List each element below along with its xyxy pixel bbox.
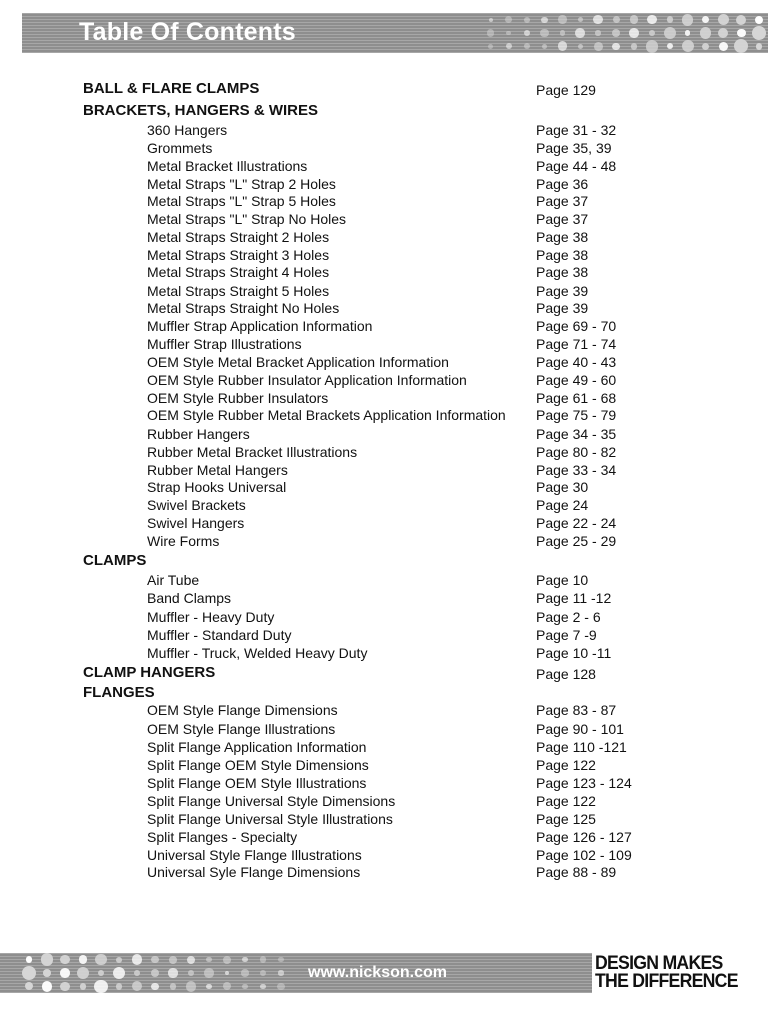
toc-page-ref: Page 36: [536, 176, 589, 192]
toc-page-ref: Page 90 - 101: [536, 721, 624, 737]
toc-page-ref: Page 37: [536, 193, 589, 209]
toc-entry[interactable]: [0, 300, 768, 318]
halftone-dot: [25, 982, 33, 990]
halftone-dot: [540, 29, 548, 37]
toc-page-ref: Page 110 -121: [536, 739, 627, 755]
halftone-dot: [188, 970, 194, 976]
toc-entry-label: Wire Forms: [147, 533, 220, 549]
halftone-dot: [60, 968, 70, 978]
halftone-dot: [151, 983, 158, 990]
toc-entry-label: Air Tube: [147, 572, 200, 588]
toc-category[interactable]: [0, 552, 768, 570]
toc-entry-label: Rubber Metal Hangers: [147, 462, 288, 478]
toc-entry-label: 360 Hangers: [147, 122, 228, 138]
halftone-dot: [524, 43, 530, 49]
toc-page-ref: Page 126 - 127: [536, 829, 632, 845]
halftone-dot: [558, 15, 566, 23]
halftone-dot: [277, 983, 284, 990]
halftone-dot: [260, 956, 267, 963]
halftone-dot: [541, 17, 547, 23]
halftone-dot: [260, 984, 266, 990]
toc-page-ref: Page 7 -9: [536, 627, 597, 643]
toc-entry-label: Universal Syle Flange Dimensions: [147, 864, 361, 880]
halftone-dot: [524, 17, 530, 23]
toc-entry-label: Muffler - Standard Duty: [147, 627, 292, 643]
halftone-dot: [631, 43, 638, 50]
toc-category[interactable]: [0, 102, 768, 120]
toc-entry[interactable]: [0, 264, 768, 282]
halftone-dot: [752, 26, 766, 40]
toc-entry-label: Split Flange OEM Style Illustrations: [147, 775, 367, 791]
toc-entry-label: Rubber Metal Bracket Illustrations: [147, 444, 358, 460]
toc-entry[interactable]: [0, 211, 768, 229]
toc-entry-label: Grommets: [147, 140, 213, 156]
toc-page-ref: Page 40 - 43: [536, 354, 617, 370]
halftone-dot: [664, 27, 676, 39]
footer-banner: [0, 953, 592, 993]
halftone-dot: [132, 981, 142, 991]
toc-entry[interactable]: [0, 515, 768, 533]
halftone-dot: [734, 39, 748, 53]
toc-page-ref: Page 129: [536, 82, 596, 98]
halftone-dot: [718, 28, 728, 38]
halftone-dot: [116, 983, 122, 989]
toc-entry[interactable]: [0, 229, 768, 247]
toc-page-ref: Page 128: [536, 666, 596, 682]
toc-entry[interactable]: [0, 372, 768, 390]
halftone-dot: [113, 967, 125, 979]
toc-entry-label: Metal Straps "L" Strap 5 Holes: [147, 193, 336, 209]
halftone-dot: [116, 957, 122, 963]
halftone-dot: [682, 14, 694, 26]
toc-page-ref: Page 123 - 124: [536, 775, 632, 791]
halftone-dot: [489, 18, 493, 22]
halftone-dot: [682, 40, 694, 52]
halftone-dot: [260, 970, 266, 976]
toc-entry-label: OEM Style Rubber Insulators: [147, 390, 329, 406]
toc-page-ref: Page 11 -12: [536, 590, 612, 606]
halftone-dot: [79, 955, 88, 964]
halftone-dot: [613, 16, 620, 23]
halftone-dot: [170, 983, 176, 989]
halftone-dot: [94, 980, 107, 993]
toc-entry-label: Metal Bracket Illustrations: [147, 158, 308, 174]
toc-page-ref: Page 122: [536, 757, 596, 773]
toc-entry[interactable]: [0, 176, 768, 194]
toc-entry[interactable]: [0, 158, 768, 176]
toc-page-ref: Page 102 - 109: [536, 847, 632, 863]
toc-page-ref: Page 37: [536, 211, 589, 227]
toc-entry-label: Split Flange Universal Style Illustrations: [147, 811, 393, 827]
toc-entry[interactable]: [0, 609, 768, 627]
toc-page-ref: Page 122: [536, 793, 596, 809]
halftone-dot: [646, 40, 658, 52]
toc-entry[interactable]: [0, 283, 768, 301]
toc-entry-label: Split Flange Universal Style Dimensions: [147, 793, 396, 809]
toc-entry-label: Metal Straps "L" Strap 2 Holes: [147, 176, 336, 192]
halftone-dot: [206, 957, 211, 962]
toc-entry[interactable]: [0, 336, 768, 354]
halftone-dot: [719, 42, 728, 51]
toc-entry[interactable]: [0, 721, 768, 739]
toc-entry[interactable]: [0, 829, 768, 847]
toc-entry-label: OEM Style Rubber Insulator Application Information: [147, 372, 467, 388]
halftone-dot: [225, 971, 230, 976]
halftone-dot: [242, 984, 247, 989]
toc-entry-label: Metal Straps Straight No Holes: [147, 300, 340, 316]
halftone-dot: [612, 29, 621, 38]
footer-dot-pattern: [20, 953, 290, 993]
toc-entry[interactable]: [0, 479, 768, 497]
toc-entry-label: OEM Style Rubber Metal Brackets Application Information: [147, 407, 506, 423]
halftone-dot: [630, 15, 638, 23]
halftone-dot: [629, 28, 639, 38]
toc-page-ref: Page 61 - 68: [536, 390, 617, 406]
page-title: Table Of Contents: [79, 18, 296, 46]
toc-entry[interactable]: [0, 627, 768, 645]
toc-page-ref: Page 25 - 29: [536, 533, 617, 549]
toc-page-ref: Page 38: [536, 229, 589, 245]
toc-entry[interactable]: [0, 390, 768, 408]
toc-page-ref: Page 31 - 32: [536, 122, 617, 138]
halftone-dot: [667, 16, 673, 22]
halftone-dot: [242, 957, 247, 962]
toc-entry-label: OEM Style Metal Bracket Application Information: [147, 354, 449, 370]
toc-page-ref: Page 80 - 82: [536, 444, 617, 460]
halftone-dot: [60, 955, 70, 965]
halftone-dot: [506, 31, 511, 36]
toc-entry[interactable]: [0, 122, 768, 140]
toc-entry-label: Strap Hooks Universal: [147, 479, 287, 495]
toc-entry-label: Metal Straps Straight 3 Holes: [147, 247, 330, 263]
halftone-dot: [756, 43, 763, 50]
halftone-dot: [132, 954, 143, 965]
halftone-dot: [223, 982, 231, 990]
toc-entry-label: Muffler Strap Illustrations: [147, 336, 302, 352]
halftone-dot: [685, 30, 691, 36]
halftone-dot: [206, 984, 211, 989]
halftone-dot: [593, 15, 603, 25]
toc-entry[interactable]: [0, 811, 768, 829]
toc-page-ref: Page 125: [536, 811, 596, 827]
halftone-dot: [594, 42, 603, 51]
toc-entry[interactable]: [0, 847, 768, 865]
toc-entry[interactable]: [0, 444, 768, 462]
toc-page-ref: Page 44 - 48: [536, 158, 617, 174]
halftone-dot: [169, 956, 177, 964]
halftone-dot: [204, 968, 213, 977]
toc-page-ref: Page 10 -11: [536, 645, 612, 661]
toc-entry[interactable]: [0, 247, 768, 265]
toc-entry[interactable]: [0, 407, 768, 425]
toc-page-ref: Page 2 - 6: [536, 609, 601, 625]
toc-page-ref: Page 22 - 24: [536, 515, 617, 531]
toc-category[interactable]: [0, 664, 768, 682]
toc-page-ref: Page 30: [536, 479, 589, 495]
halftone-dot: [736, 15, 746, 25]
toc-entry-label: Muffler - Heavy Duty: [147, 609, 275, 625]
toc-entry[interactable]: [0, 739, 768, 757]
toc-entry-label: Muffler Strap Application Information: [147, 318, 373, 334]
halftone-dot: [702, 43, 710, 51]
toc-page-ref: Page 71 - 74: [536, 336, 617, 352]
halftone-dot: [241, 969, 248, 976]
toc-category[interactable]: [0, 684, 768, 702]
halftone-dot: [151, 969, 160, 978]
toc-page-ref: Page 39: [536, 300, 589, 316]
toc-entry-label: Rubber Hangers: [147, 426, 250, 442]
toc-page-ref: Page 69 - 70: [536, 318, 617, 334]
halftone-dot: [702, 16, 710, 24]
toc-entry[interactable]: [0, 193, 768, 211]
toc-entry-label: OEM Style Flange Dimensions: [147, 702, 338, 718]
halftone-dot: [77, 967, 90, 980]
toc-entry-label: Metal Straps Straight 5 Holes: [147, 283, 330, 299]
halftone-dot: [60, 982, 70, 992]
halftone-dot: [506, 43, 512, 49]
tagline-line-2: THE DIFFERENCE: [595, 971, 738, 992]
halftone-dot: [187, 956, 195, 964]
toc-entry[interactable]: [0, 426, 768, 444]
toc-page-ref: Page 38: [536, 247, 589, 263]
toc-page-ref: Page 83 - 87: [536, 702, 617, 718]
toc-page-ref: Page 39: [536, 283, 589, 299]
halftone-dot: [278, 957, 284, 963]
toc-entry[interactable]: [0, 793, 768, 811]
toc-entry-label: Metal Straps Straight 4 Holes: [147, 264, 330, 280]
toc-category-label: BRACKETS, HANGERS & WIRES: [83, 102, 319, 119]
halftone-dot: [43, 969, 50, 976]
halftone-dot: [505, 16, 512, 23]
toc-entry[interactable]: [0, 757, 768, 775]
toc-page-ref: Page 34 - 35: [536, 426, 617, 442]
toc-entry[interactable]: [0, 572, 768, 590]
halftone-dot: [755, 16, 763, 24]
halftone-dot: [151, 956, 158, 963]
toc-category-label: FLANGES: [83, 684, 155, 701]
halftone-dot: [649, 30, 656, 37]
toc-page-ref: Page 35, 39: [536, 140, 612, 156]
toc-category-label: CLAMP HANGERS: [83, 664, 216, 681]
halftone-dot: [22, 966, 36, 980]
header-banner: [22, 13, 768, 53]
halftone-dot: [26, 956, 32, 962]
halftone-dot: [595, 30, 600, 35]
toc-entry[interactable]: [0, 702, 768, 720]
halftone-dot: [42, 981, 53, 992]
halftone-dot: [718, 14, 729, 25]
halftone-dot: [95, 954, 106, 965]
toc-entry[interactable]: [0, 533, 768, 551]
halftone-dot: [558, 41, 568, 51]
toc-entry[interactable]: [0, 497, 768, 515]
halftone-dot: [278, 970, 283, 975]
toc-page-ref: Page 24: [536, 497, 589, 513]
halftone-dot: [98, 970, 104, 976]
toc-category-label: BALL & FLARE CLAMPS: [83, 80, 260, 97]
toc-entry[interactable]: [0, 590, 768, 608]
halftone-dot: [647, 15, 657, 25]
toc-entry[interactable]: [0, 318, 768, 336]
toc-entry-label: Universal Style Flange Illustrations: [147, 847, 362, 863]
toc-entry-label: OEM Style Flange Illustrations: [147, 721, 336, 737]
toc-entry-label: Metal Straps "L" Strap No Holes: [147, 211, 347, 227]
halftone-dot: [488, 44, 493, 49]
halftone-dot: [524, 30, 530, 36]
toc-page-ref: Page 33 - 34: [536, 462, 617, 478]
toc-entry-label: Muffler - Truck, Welded Heavy Duty: [147, 645, 368, 661]
toc-category-label: CLAMPS: [83, 552, 147, 569]
halftone-dot: [542, 44, 547, 49]
toc-page-ref: Page 10: [536, 572, 589, 588]
tagline-line-1: DESIGN MAKES: [595, 953, 723, 974]
toc-entry-label: Swivel Hangers: [147, 515, 245, 531]
halftone-dot: [700, 27, 712, 39]
halftone-dot: [41, 953, 54, 966]
header-dot-pattern: [482, 13, 768, 53]
toc-entry-label: Band Clamps: [147, 590, 232, 606]
toc-page-ref: Page 75 - 79: [536, 407, 617, 423]
toc-entry[interactable]: [0, 775, 768, 793]
tagline-logo: [595, 955, 753, 991]
halftone-dot: [578, 17, 583, 22]
toc-entry-label: Metal Straps Straight 2 Holes: [147, 229, 330, 245]
toc-entry[interactable]: [0, 140, 768, 158]
toc-entry[interactable]: [0, 354, 768, 372]
toc-page-ref: Page 88 - 89: [536, 864, 617, 880]
halftone-dot: [612, 43, 619, 50]
halftone-dot: [134, 970, 140, 976]
halftone-dot: [575, 28, 585, 38]
toc-entry-label: Split Flange Application Information: [147, 739, 367, 755]
toc-entry-label: Swivel Brackets: [147, 497, 246, 513]
toc-entry-label: Split Flanges - Specialty: [147, 829, 298, 845]
toc-page-ref: Page 38: [536, 264, 589, 280]
toc-page-ref: Page 49 - 60: [536, 372, 617, 388]
toc-category[interactable]: [0, 80, 768, 98]
toc-entry[interactable]: [0, 462, 768, 480]
toc-entry[interactable]: [0, 645, 768, 663]
halftone-dot: [578, 44, 584, 50]
halftone-dot: [667, 43, 673, 49]
toc-entry[interactable]: [0, 864, 768, 882]
website-url[interactable]: www.nickson.com: [308, 964, 447, 981]
halftone-dot: [168, 968, 177, 977]
halftone-dot: [737, 29, 746, 38]
halftone-dot: [223, 956, 231, 964]
halftone-dot: [560, 30, 565, 35]
toc-entry-label: Split Flange OEM Style Dimensions: [147, 757, 369, 773]
halftone-dot: [80, 983, 87, 990]
halftone-dot: [487, 29, 494, 36]
halftone-dot: [186, 981, 196, 991]
